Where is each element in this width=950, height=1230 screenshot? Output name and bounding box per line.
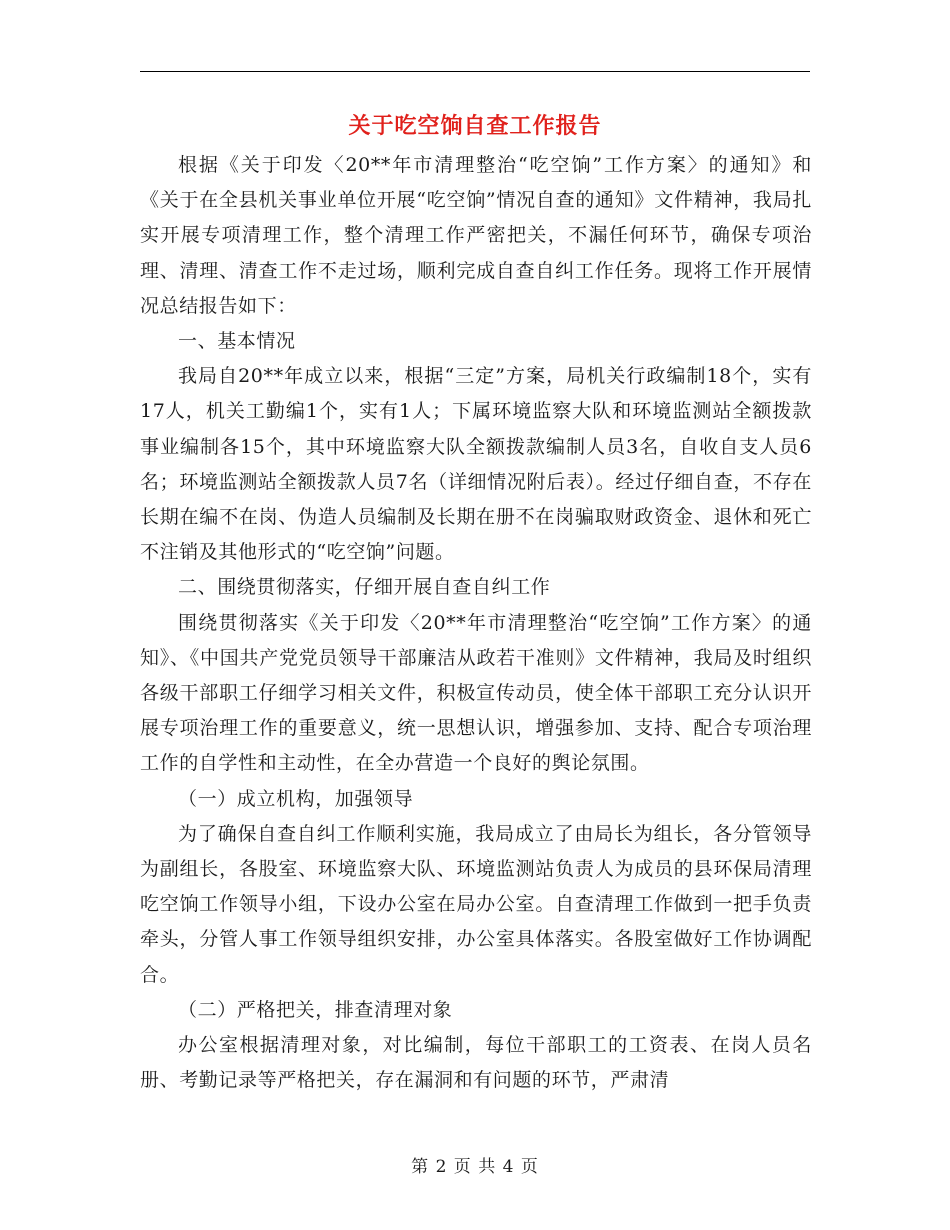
section-heading-basic: 一、基本情况 [178, 330, 296, 353]
header-rule [140, 71, 810, 72]
section-heading-implementation: 二、围绕贯彻落实，仔细开展自查自纠工作 [178, 576, 551, 599]
document-title: 关于吃空饷自查工作报告 [348, 113, 602, 139]
paragraph-organization: 为了确保自查自纠工作顺利实施，我局成立了由局长为组长，各分管领导为副组长，各股室、环境监察大队、环境监测站负责人为成员的县环保局清理吃空饷工作领导小组，下设办公室在局办公室。自查清理工作做到一把手负责牵头，分管人事工作领导组织安排，办公室具体落实。各股室做好工作协调配合。 [140, 822, 812, 986]
subsection-heading-checking: （二）严格把关，排查清理对象 [178, 998, 453, 1021]
document-body [140, 148, 812, 1098]
paragraph-implementation: 围绕贯彻落实《关于印发〈20**年市清理整治“吃空饷”工作方案〉的通知》、《中国共产党党员领导干部廉洁从政若干准则》文件精神，我局及时组织各级干部职工仔细学习相关文件，积极宣传动员，使全体干部职工充分认识开展专项治理工作的重要意义，统一思想认识，增强参加、支持、配合专项治理工作的自学性和主动性，在全办营造一个良好的舆论氛围。 [140, 611, 812, 775]
paragraph-checking: 办公室根据清理对象，对比编制，每位干部职工的工资表、在岗人员名册、考勤记录等严格把关，存在漏洞和有问题的环节，严肃清 [140, 1034, 812, 1092]
subsection-heading-organization: （一）成立机构，加强领导 [178, 787, 414, 810]
paragraph-intro: 根据《关于印发〈20**年市清理整治“吃空饷”工作方案〉的通知》和《关于在全县机关事业单位开展“吃空饷”情况自查的通知》文件精神，我局扎实开展专项清理工作，整个清理工作严密把关，不漏任何环节，确保专项治理、清理、清查工作不走过场，顺利完成自查自纠工作任务。现将工作开展情况总结报告如下： [140, 154, 812, 317]
page-number-footer: 第 2 页 共 4 页 [411, 1157, 539, 1177]
paragraph-basic-info: 我局自20**年成立以来，根据“三定”方案，局机关行政编制18个，实有17人，机关工勤编1个，实有1人；下属环境监察大队和环境监测站全额拨款事业编制各15个，其中环境监察大队全额拨款编制人员3名，自收自支人员6名；环境监测站全额拨款人员7名（详细情况附后表）。经过仔细自查，不存在长期在编不在岗、伪造人员编制及长期在册不在岗骗取财政资金、退休和死亡不注销及其他形式的“吃空饷”问题。 [140, 365, 812, 564]
